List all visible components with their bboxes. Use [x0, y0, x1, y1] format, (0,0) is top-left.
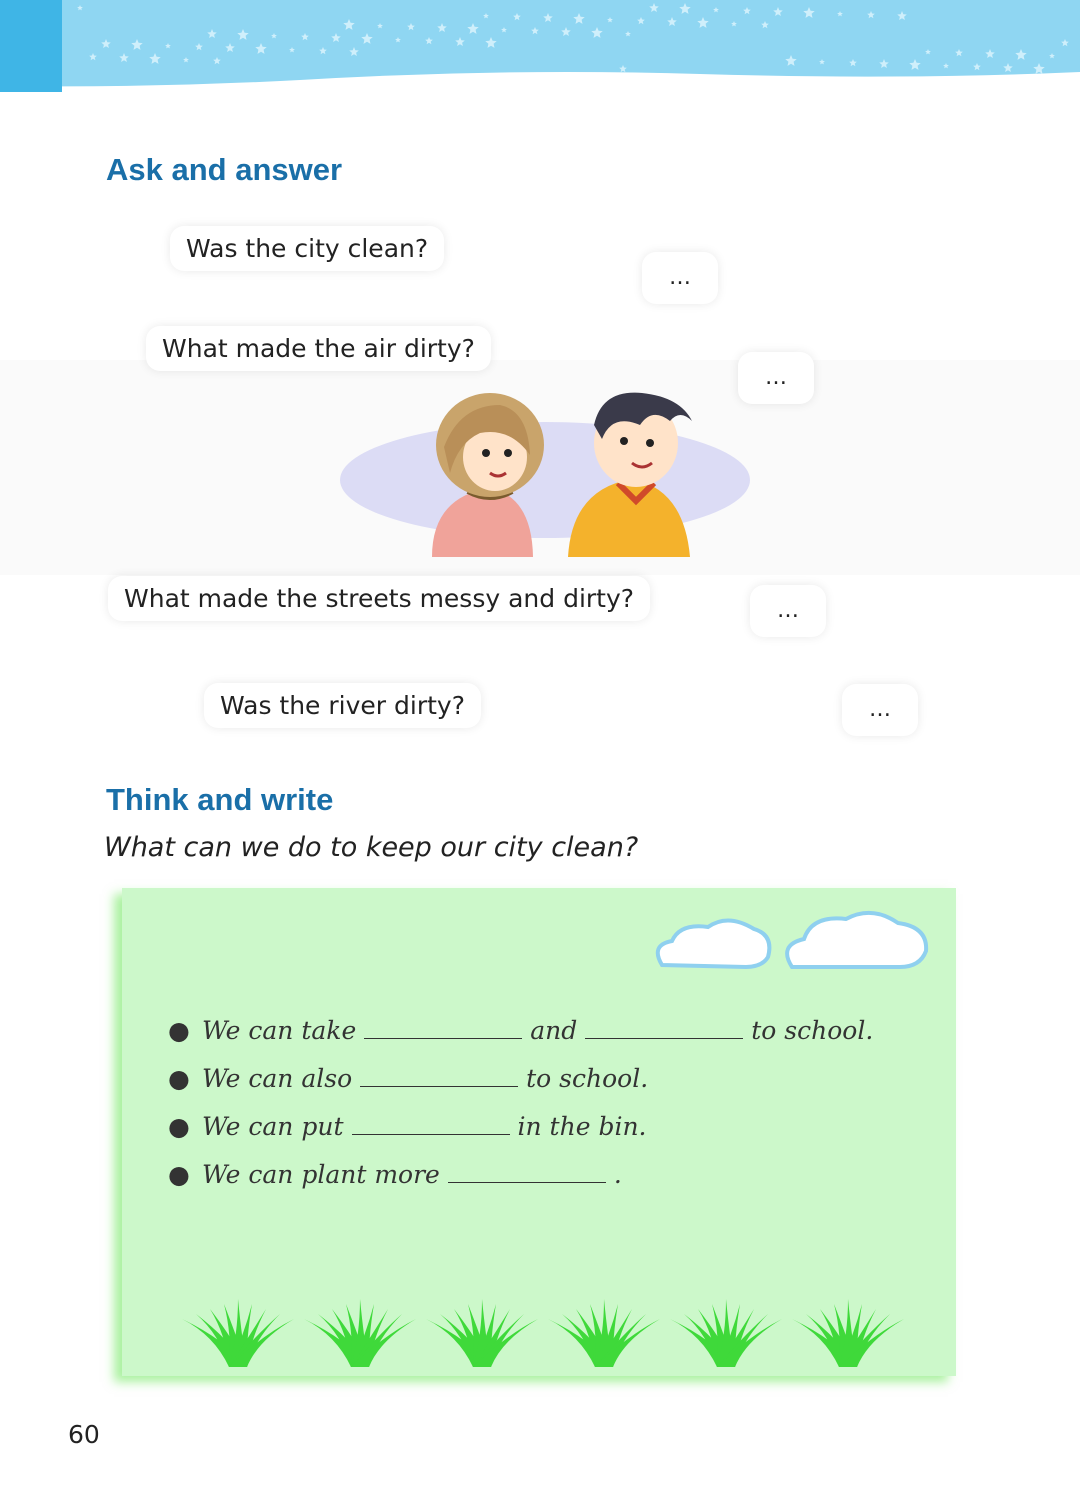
answer-bubble-3: … — [750, 585, 826, 637]
think-and-write-heading: Think and write — [106, 782, 334, 817]
grass-decoration — [178, 1295, 918, 1370]
answer-blank[interactable] — [360, 1066, 518, 1087]
answer-blank[interactable] — [364, 1018, 522, 1039]
children-illustration — [340, 385, 760, 560]
top-star-banner — [0, 0, 1080, 95]
answer-blank[interactable] — [448, 1162, 606, 1183]
question-bubble-streets-messy: What made the streets messy and dirty? — [108, 576, 650, 621]
answer-bubble-4: … — [842, 684, 918, 736]
question-bubble-river-dirty: Was the river dirty? — [204, 683, 481, 728]
ask-and-answer-heading: Ask and answer — [106, 152, 343, 187]
sentence-also: ● We can also to school. — [168, 1064, 649, 1093]
clouds-decoration — [650, 905, 935, 975]
bullet-icon: ● — [168, 1112, 190, 1141]
writing-prompt: What can we do to keep our city clean? — [104, 832, 639, 863]
question-bubble-city-clean: Was the city clean? — [170, 226, 444, 271]
bullet-icon: ● — [168, 1016, 190, 1045]
sentence-take: ● We can take and to school. — [168, 1016, 874, 1045]
bullet-icon: ● — [168, 1160, 190, 1189]
sentence-put: ● We can put in the bin. — [168, 1112, 647, 1141]
answer-blank[interactable] — [352, 1114, 510, 1135]
answer-blank[interactable] — [585, 1018, 743, 1039]
sentence-plant: ● We can plant more . — [168, 1160, 622, 1189]
bullet-icon: ● — [168, 1064, 190, 1093]
answer-bubble-2: … — [738, 352, 814, 404]
question-bubble-air-dirty: What made the air dirty? — [146, 326, 491, 371]
answer-bubble-1: … — [642, 252, 718, 304]
page-number: 60 — [68, 1420, 100, 1449]
